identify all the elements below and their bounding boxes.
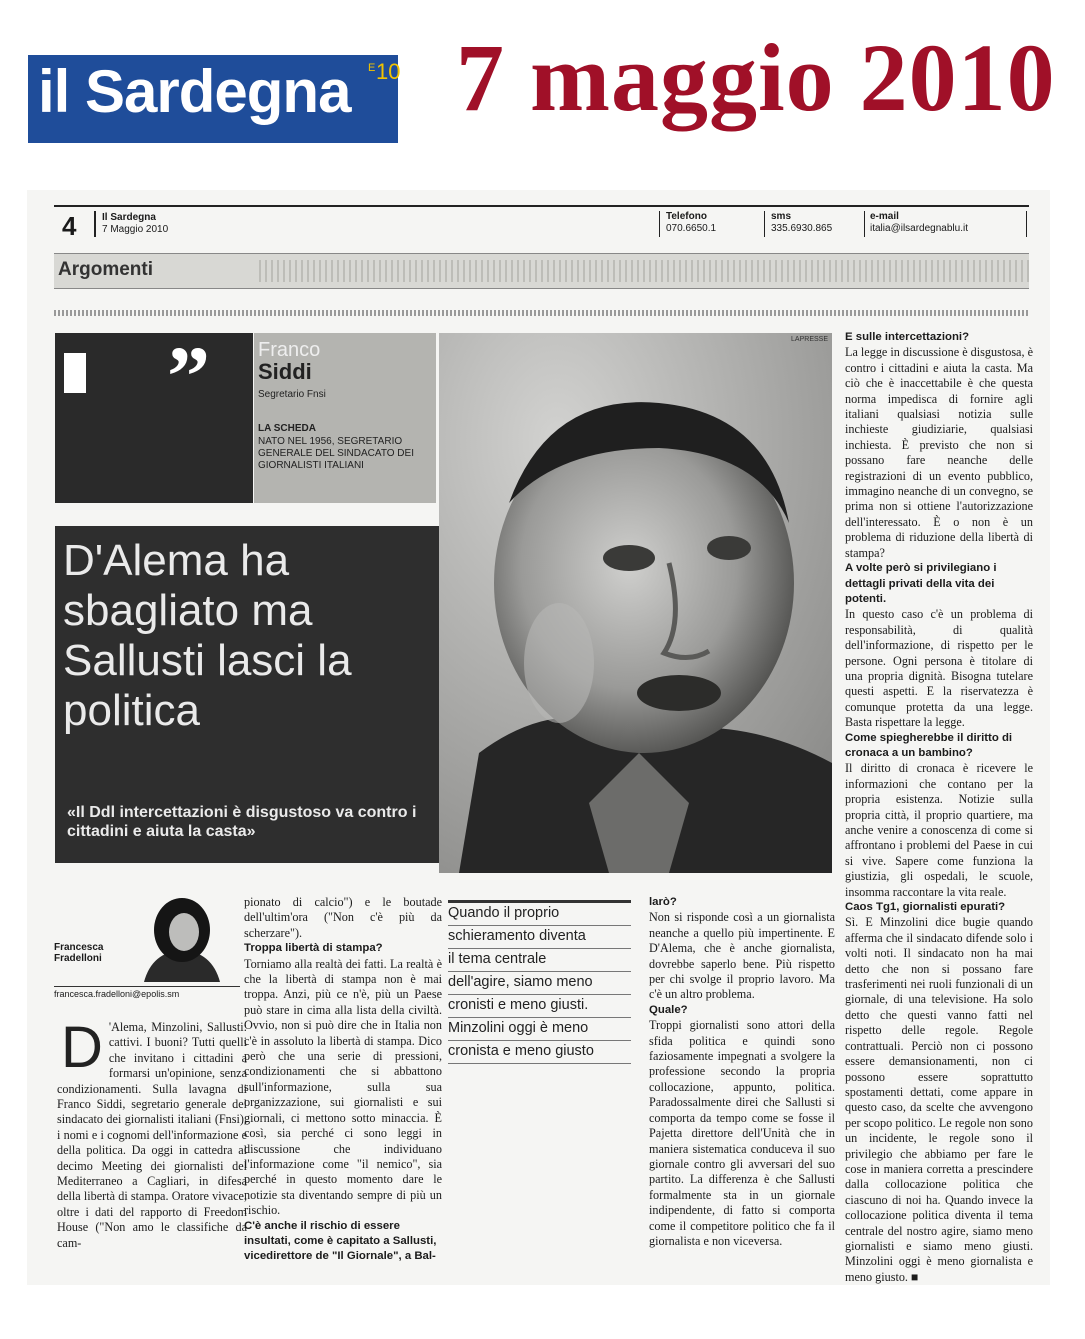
article-text: Torniamo alla realtà dei fatti. La realtà è che la libertà di stampa non è mai troppa. Anzi, più ce n'è, più un Paese può stare in cima alla lista della civiltà. Ovvio, non si può dire che in Italia non c'è in assoluto la libertà di stampa. Dico però che una serie di pressioni, condizionamenti che si abbattono sull'informazione, sulla sua organizzazione, sui giornalisti e sui giornali, ci mettono sotto minaccia. È così, sia perché ci sono leggi in discussione che individuano l'informazione come "il nemico", sia perché in questo momento dare le notizie sta diventando sempre di più un rischio.: [244, 956, 442, 1218]
article-text: Non si risponde così a un giornalista neanche a quello più impertinente. E D'Alema, che è anche giornalista, dovrebbe saperlo bene. Più rispetto per chi svolge il proprio lavoro. Ma c'è un altro problema.: [649, 910, 835, 1002]
pull-quote: [448, 900, 631, 1064]
publication-date: 7 Maggio 2010: [102, 224, 169, 235]
article-lead: 'Alema, Minzolini, Sallusti: cattivi. I buoni? Tutti quelli che invitano i cittadini a formarsi un'opinione, senza condizionamenti. Sulla lavagna di Franco Siddi, segretario generale del sindacato dei giornalisti italiani (Fnsi), i nomi e i cognomi dell'informazione e della politica. Da oggi in cattedra al decimo Meeting dei giornalisti del Mediterraneo a Cagliari, in difesa della libertà di stampa. Oratore vivace, oltre i dati del rapporto di Freedom House ("Non amo le classifiche da cam-: [57, 1020, 247, 1250]
portrait-photo: [439, 333, 832, 873]
sms-label: sms: [771, 211, 792, 222]
article-text: pionato di calcio") e le boutade dell'ultim'ora ("Non c'è più da scherzare").: [244, 895, 442, 940]
author-name: [54, 942, 103, 964]
subheadline: «Il Ddl intercettazioni è disgustoso va contro i cittadini e aiuta la casta»: [67, 804, 417, 840]
interview-marker: [55, 328, 253, 503]
profile-card-title: LA SCHEDA: [258, 423, 316, 434]
author-last-name: Fradelloni: [54, 953, 102, 964]
article-text: In questo caso c'è un problema di responsabilità, di qualità dell'informazione, di rispetto per le persone. Ogni persona è titolare di una propria dignità. Bisogna tutelare questi aspetti. E la riservatezza è comunque protetta da una legge. Basta rispettare la legge.: [845, 607, 1033, 730]
headline-box: [55, 526, 440, 863]
header-divider: [94, 211, 96, 237]
profile-box: [254, 333, 436, 503]
interview-question: Troppa libertà di stampa?: [244, 942, 383, 955]
page-header: [54, 205, 1029, 239]
logo-edition-number: 10: [376, 59, 401, 84]
phone-label: Telefono: [666, 211, 707, 222]
article-column-4: [649, 895, 835, 1249]
pull-quote-line: schieramento diventa: [448, 926, 631, 949]
phone-value: 070.6650.1: [666, 223, 717, 234]
quote-mark-icon: ”: [167, 328, 210, 424]
pull-quote-line: cronisti e meno giusti.: [448, 995, 631, 1018]
email-label: e-mail: [870, 211, 899, 222]
author-email: francesca.fradelloni@epolis.sm: [54, 986, 240, 999]
profile-role: Segretario Fnsi: [258, 389, 326, 400]
pull-quote-line: dell'agire, siamo meno: [448, 972, 631, 995]
article-text: Il diritto di cronaca è ricevere le informazioni che contano per la propria esistenza. Notizie sulla propria città, il proprio quartiere, ma anche venire a conoscenza di come si affrontano i problemi del Paese in cui si vive. Sapere come funziona la giustizia, gli ospedali, le scuole, insomma raccontare la vita reale.: [845, 761, 1033, 899]
profile-first-name: Franco: [258, 339, 321, 361]
pull-quote-line: Minzolini oggi è meno: [448, 1018, 631, 1041]
header-email: [870, 211, 968, 235]
header-sms: [771, 211, 832, 235]
pull-quote-line: Quando il proprio: [448, 900, 631, 926]
article-column-2: [244, 895, 442, 1265]
interview-question: Caos Tg1, giornalisti epurati?: [845, 901, 1006, 914]
interview-question: larò?: [649, 896, 677, 908]
interview-question: A volte però si privilegiano i dettagli privati della vita dei potenti.: [845, 562, 997, 605]
interview-question: E sulle intercettazioni?: [845, 331, 970, 343]
article-column-5: [845, 330, 1033, 1285]
publication-name: Il Sardegna: [102, 212, 156, 223]
article-text: Sì. E Minzolini dice bugie quando afferma che il sindacato difende solo i volti noti. Il sindacato non ha mai detto che non si possano fare trasferimenti nei ruoli funzionali di un giornale, di una televisione. Ha solo detto che questi vanno fatti nel rispetto delle regole. Regole contrattuali. Perciò non ci possono essere demansionamenti, non ci possono essere soprattutto spostamenti dettati, come appare in questo caso, da scelte che avvengono per scopo politico. Le regole non sono un incidente, le regole sono il privilegio che abbiamo per fare le cose in maniera corretta a prescindere dalla collocazione politica che ciascuno di noi ha. Quando invece la collocazione politica diventa il tema centrale del nostro agire, siamo meno giornalisti e siamo meno giusti. Minzolini oggi è meno giornalista e meno giusto. ■: [845, 915, 1033, 1284]
newspaper-page: [27, 190, 1050, 1285]
article-text: La legge in discussione è disgustosa, è contro i cittadini e aiuta la casta. Ma ciò che è inaccettabile è che questa norma impedisca di fornire agli italiani qualsiasi notizia sulle inchieste giudiziarie, qualsiasi inchiesta. È previsto che non si possano fare neanche delle registrazioni di un evento pubblico, immagino neanche di un convegno, se prima non si ottiene l'autorizzazione dell'interessato. È o non è un problema di riduzione della libertà di stampa?: [845, 345, 1033, 560]
author-photo: [132, 890, 232, 982]
header-publication: [102, 212, 168, 236]
header-divider: [764, 211, 765, 237]
interview-i-mark: [64, 353, 86, 393]
section-label: Argomenti: [58, 259, 153, 280]
header-divider: [659, 211, 660, 237]
interview-question: C'è anche il rischio di essere insultati, come è capitato a Sallusti, vicedirettore de "Il Giornale", a Bal-: [244, 1219, 437, 1263]
profile-last-name: Siddi: [258, 359, 312, 384]
newspaper-logo: [28, 55, 401, 143]
article-text: Troppi giornalisti sono attori della sfida politica e quindi sono faziosamente impegnati a svolgere la professione secondo la propria collocazione, appunto, politica. Paradossalmente direi che Sallusti si comporta da tempo come se fosse il Pajetta direttore dell'Unità che in maniera sistematica conduceva il suo giornale contro gli avversari del suo partito. La differenza è che Sallusti formalmente sta in un giornale indipendente, di fatto si comporta come il competitore politico che fa il giornalista e non viceversa.: [649, 1018, 835, 1248]
portrait-illustration: [439, 333, 832, 873]
email-value: italia@ilsardegnablu.it: [870, 223, 968, 234]
logo-edition-letter: E: [368, 62, 376, 74]
interview-question: Quale?: [649, 1003, 688, 1016]
pull-quote-line: cronista e meno giusto: [448, 1041, 631, 1064]
header-phone: [666, 211, 716, 235]
section-pattern: [259, 260, 1029, 282]
pull-quote-line: il tema centrale: [448, 949, 631, 972]
logo-text: il Sardegna: [38, 58, 351, 125]
article-column-1: [57, 1015, 247, 1251]
clipping-date: 7 maggio 2010: [456, 24, 1056, 131]
drop-cap: D: [61, 1015, 103, 1080]
dotted-rule: [54, 310, 1029, 316]
headline: D'Alema ha sbagliato ma Sallusti lasci la politica: [63, 536, 352, 735]
header-divider: [864, 211, 865, 237]
sms-value: 335.6930.865: [771, 223, 833, 234]
author-first-name: Francesca: [54, 942, 104, 953]
profile-card-text: NATO NEL 1956, SEGRETARIO GENERALE DEL SINDACATO DEI GIORNALISTI ITALIANI: [258, 436, 414, 471]
section-bar: [54, 253, 1029, 289]
header-divider: [1026, 211, 1027, 237]
photo-credit: LAPRESSE: [791, 336, 828, 343]
interview-question: Come spiegherebbe il diritto di cronaca a un bambino?: [845, 731, 1013, 759]
page-number: 4: [62, 211, 77, 241]
byline: [54, 890, 239, 985]
